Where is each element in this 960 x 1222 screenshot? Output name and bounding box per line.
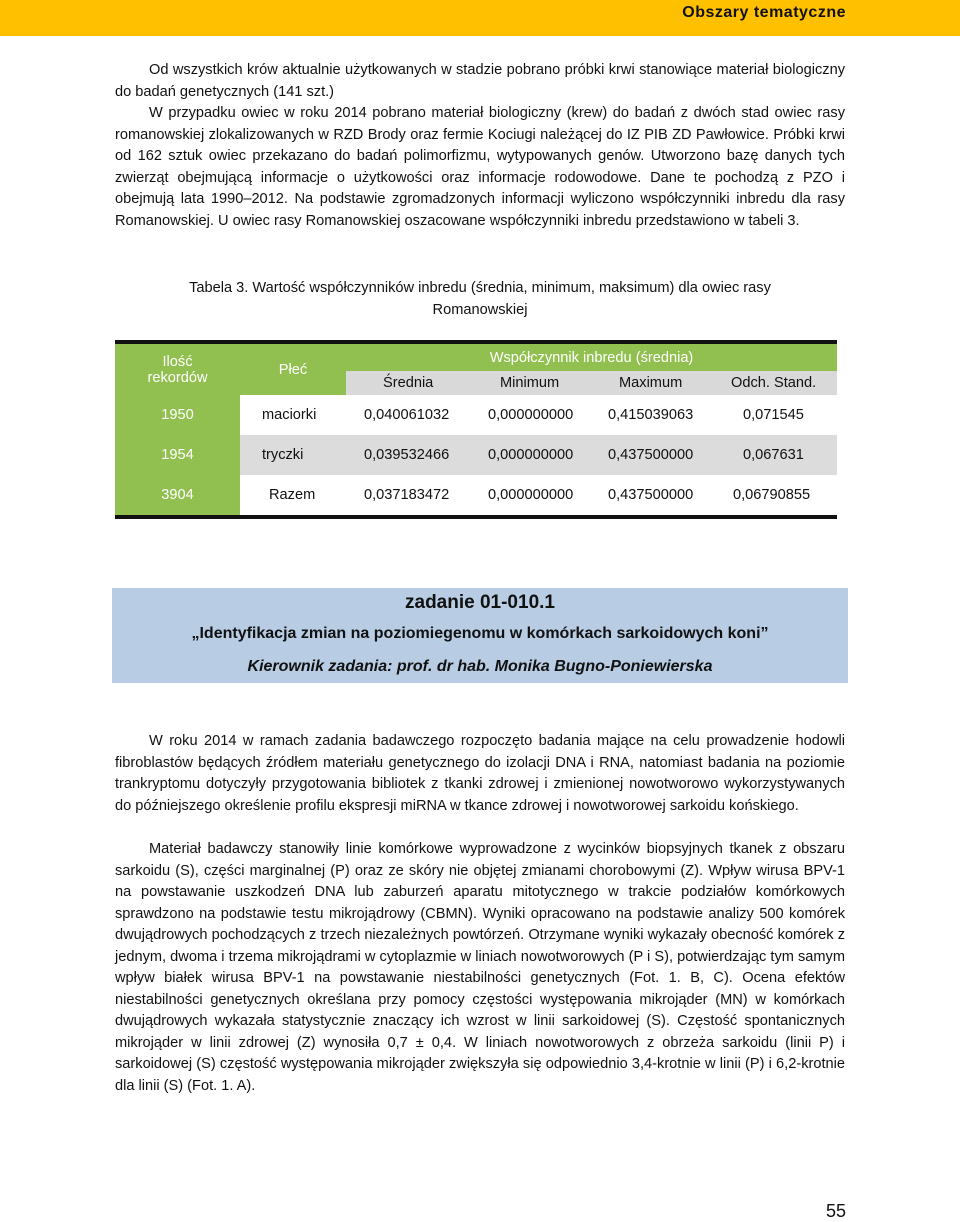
cell-records: 1954 <box>161 447 194 463</box>
header-sex <box>240 344 346 395</box>
subheader-max: Maximum <box>619 375 683 391</box>
paragraph-sheep <box>115 103 845 232</box>
cell-records: 1950 <box>161 407 194 423</box>
paragraph-sheep-text: W przypadku owiec w roku 2014 pobrano materiał biologiczny (krew) do badań z dwóch stad owiec rasy romanowskiej zlokalizowanych w RZD Brody oraz fermie Kociugi należącej do IZ PIB ZD Pawłowice. Próbki krwi od 162 sztuk owiec przekazano do badań polimorfizmu, wytypowanych genów. Utworzono bazę danych tych zwierząt obejmującą informacje o użytkowości oraz informacje rodowodowe. Dane te pochodzą z PZO i obejmują lata 1990–2012. Na podstawie zgromadzonych informacji wyliczono współczynniki inbredu dla rasy Romanowskiej. U owiec rasy Romanowskiej oszacowane współczynniki inbredu przedstawiono w tabeli 3. <box>115 105 845 229</box>
cell-min: 0,000000000 <box>488 487 574 503</box>
cell-mean: 0,040061032 <box>364 407 450 423</box>
paragraph-task-results <box>115 839 845 1097</box>
cell-mean: 0,039532466 <box>364 447 450 463</box>
paragraph-task-intro <box>115 731 845 817</box>
page-number: 55 <box>825 1201 846 1221</box>
table-caption <box>115 277 845 321</box>
paragraph-cows-text: Od wszystkich krów aktualnie użytkowanych w stadzie pobrano próbki krwi stanowiące materiał biologiczny do badań genetycznych (141 szt.) <box>115 62 845 100</box>
header-records-line1: Ilość <box>162 353 193 370</box>
cell-max: 0,415039063 <box>608 407 694 423</box>
header-coefficient-label: Współczynnik inbredu (średnia) <box>489 349 694 366</box>
subheader-sd: Odch. Stand. <box>731 375 817 391</box>
table-row <box>240 475 837 515</box>
task-subtitle: „Identyfikacja zmian na poziomiegenomu w komórkach sarkoidowych koni” <box>191 625 769 642</box>
cell-min: 0,000000000 <box>488 447 574 463</box>
table-row <box>240 435 837 475</box>
subheader-row <box>346 371 837 395</box>
row-records <box>115 435 240 475</box>
paragraph-task-results-text: Materiał badawczy stanowiły linie komórkowe wyprowadzone z wycinków biopsyjnych tkanek z obszaru sarkoidu (S), części marginalnej (P) oraz ze skóry nie objętej zmianami chorobowymi (Z). Wpływ wirusa BPV-1 na powstawanie uszkodzeń DNA lub zaburzeń aparatu mitotycznego w trakcie podziałów komórkowych sprawdzono na podstawie testu mikrojądrowy (CBMN). Wyniki opracowano na podstawie analizy 500 komórek dwujądrowych pochodzących z trzech niezależnych powtórzeń. Otrzymane wyniki wykazały obecność komórek z jednym, dwoma i trzema mikrojądrami w cytoplazmie w liniach nowotworowych (P i S), potwierdzając tym samym wpływ białek wirusa BPV-1 na powstawanie niestabilności genetycznych (Fot. 1. B, C). Ocena efektów niestabilności genetycznych określana przy pomocy częstości występowania mikrojąder (MN) w komórkach dwujądrowych wykazała statystycznie znaczący ich wzrost w linii sarkoidowej (S). Częstość spontanicznych mikrojąder w linii zdrowej (Z) wynosiła 0,7 ± 0,4. W liniach nowotworowych z obrzeża sarkoidu (linii P) i sarkoidowej (S) częstość występowania mikrojąder zwiększyła się odpowiednio 3,4-krotnie w linii (P) i 6,2-krotnie dla linii (S) (Fot. 1. A). <box>115 841 845 1094</box>
task-title: zadanie 01-010.1 <box>405 592 555 613</box>
row-records <box>115 395 240 435</box>
cell-sd: 0,06790855 <box>733 487 811 503</box>
cell-records: 3904 <box>161 487 194 503</box>
section-header-bar <box>0 0 960 36</box>
table-bottom-rule <box>115 515 837 519</box>
subheader-min: Minimum <box>500 375 560 391</box>
paragraph-task-intro-text: W roku 2014 w ramach zadania badawczego rozpoczęto badania mające na celu prowadzenie hodowli fibroblastów będących źródłem materiału genetycznego do izolacji DNA i RNA, natomiast badania na poziomie trankryptomu dotyczyły przygotowania bibliotek z tkanki zdrowej i zmienionej nowotworowo wykorzystywanych do późniejszego określenie profilu ekspresji miRNA w tkance zdrowej i nowotworowej sarkoidu końskiego. <box>115 733 845 814</box>
header-coefficient-group <box>346 344 837 371</box>
cell-mean: 0,037183472 <box>364 487 450 503</box>
header-records <box>115 344 240 395</box>
header-sex-label: Płeć <box>278 361 308 378</box>
cell-sex: Razem <box>269 487 316 503</box>
paragraph-cows <box>115 60 845 103</box>
cell-sd: 0,067631 <box>743 447 804 463</box>
cell-max: 0,437500000 <box>608 487 694 503</box>
section-title: Obszary tematyczne <box>682 4 846 21</box>
cell-sd: 0,071545 <box>743 407 804 423</box>
subheader-mean: Średnia <box>383 375 434 391</box>
table-caption-line1: Tabela 3. Wartość współczynników inbredu (średnia, minimum, maksimum) dla owiec rasy <box>189 280 771 296</box>
row-records <box>115 475 240 515</box>
table-caption-line2: Romanowskiej <box>432 302 528 318</box>
cell-sex: tryczki <box>262 447 304 463</box>
cell-max: 0,437500000 <box>608 447 694 463</box>
cell-sex: maciorki <box>262 407 317 423</box>
header-records-line2: rekordów <box>147 369 208 386</box>
task-lead: Kierownik zadania: prof. dr hab. Monika Bugno-Poniewierska <box>247 658 713 675</box>
table-row <box>240 395 837 435</box>
cell-min: 0,000000000 <box>488 407 574 423</box>
task-banner <box>112 588 848 683</box>
